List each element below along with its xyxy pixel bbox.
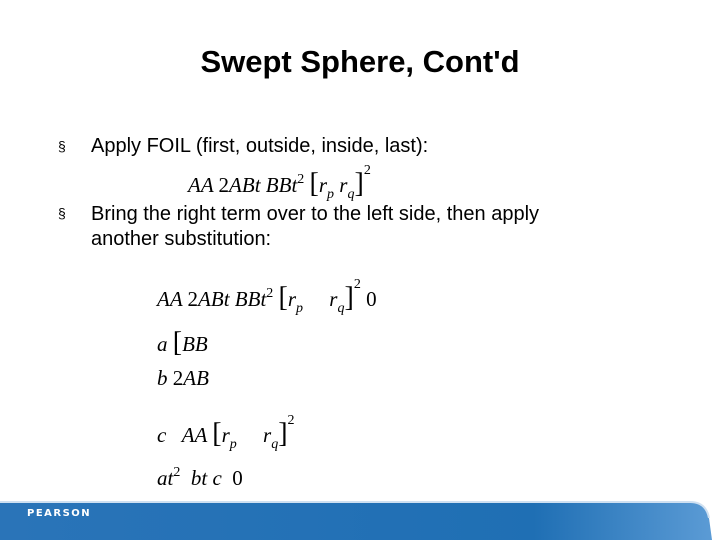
- equation-b: b 2AB: [157, 366, 209, 390]
- equation-a: a [BB: [157, 327, 208, 358]
- equation-foil: AA 2ABt BBt$^2$ [$r_p$ $r_q]^2$: [188, 163, 371, 202]
- equation-rearranged: AA 2ABt BBt$^2$ [$r_p$ $r_q]^2$ 0: [157, 277, 377, 316]
- bullet-text-line: another substitution:: [91, 228, 272, 250]
- slide-title: Swept Sphere, Cont'd: [200, 44, 520, 79]
- bullet-marker: §: [58, 205, 66, 221]
- bullet-text: [91, 202, 539, 252]
- pearson-logo: PEARSON: [27, 508, 92, 519]
- equation-c: c AA [$r_p$ $r_q]^2$: [157, 413, 295, 452]
- equation-quadratic: $at^2$ bt c 0: [157, 465, 243, 490]
- bullet-text: Apply FOIL (first, outside, inside, last):: [91, 135, 429, 157]
- footer-band: [0, 494, 720, 540]
- bullet-text-line: Bring the right term over to the left side, then apply: [91, 203, 540, 225]
- bullet-marker: §: [58, 138, 66, 154]
